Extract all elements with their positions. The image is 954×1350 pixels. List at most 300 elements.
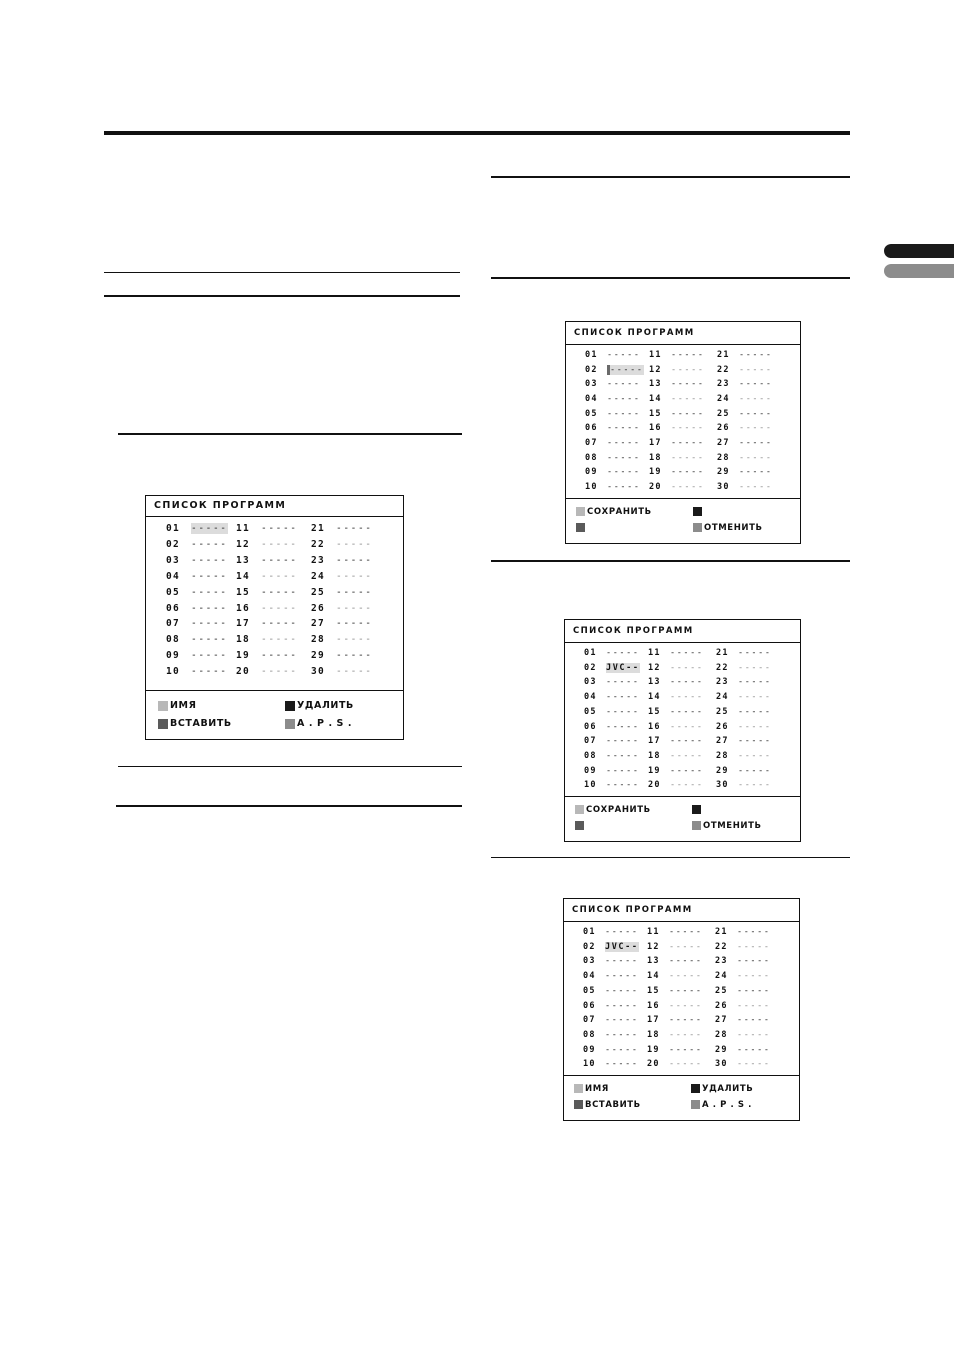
program-name-slot[interactable]: ----- xyxy=(191,602,228,614)
legend-label: СОХРАНИТЬ xyxy=(586,805,651,815)
program-number: 02 xyxy=(584,662,597,673)
program-name-slot[interactable]: ----- xyxy=(607,467,641,478)
program-row xyxy=(146,634,403,648)
program-number: 20 xyxy=(236,666,251,678)
page-header-rule xyxy=(104,131,850,135)
program-number: 28 xyxy=(717,452,730,463)
program-name-slot[interactable]: ----- xyxy=(261,570,298,582)
program-name-slot[interactable]: ----- xyxy=(336,602,373,614)
legend-label: ВСТАВИТЬ xyxy=(170,718,232,729)
program-name-slot[interactable]: ----- xyxy=(607,393,641,404)
program-number: 14 xyxy=(236,570,251,582)
legend-item xyxy=(692,821,762,831)
program-name-slot[interactable]: ----- xyxy=(607,481,641,492)
program-name-slot[interactable]: ----- xyxy=(669,971,703,982)
program-row xyxy=(564,1015,799,1029)
program-number: 15 xyxy=(649,408,662,419)
legend-item xyxy=(691,1084,753,1094)
program-name-slot[interactable]: ----- xyxy=(737,1015,771,1026)
program-number: 03 xyxy=(585,379,598,390)
legend-item xyxy=(693,507,704,517)
program-name-slot[interactable]: ----- xyxy=(191,618,228,630)
program-name-slot[interactable]: ----- xyxy=(605,927,639,937)
program-name-slot[interactable]: ----- xyxy=(671,393,705,404)
program-number: 25 xyxy=(311,586,326,598)
program-row xyxy=(565,707,800,721)
program-name-slot[interactable]: ----- xyxy=(739,393,773,404)
program-name-slot[interactable]: ----- xyxy=(671,350,705,360)
program-name-slot[interactable]: ----- xyxy=(606,706,640,717)
program-row xyxy=(565,722,800,736)
program-number: 17 xyxy=(648,736,661,747)
program-name-slot[interactable]: ----- xyxy=(191,666,228,678)
program-name-slot[interactable]: ----- xyxy=(671,437,705,448)
program-number: 24 xyxy=(715,971,728,982)
program-name-slot[interactable]: ----- xyxy=(738,721,772,732)
program-number: 13 xyxy=(647,956,660,967)
program-number: 20 xyxy=(648,780,661,791)
program-number: 28 xyxy=(715,1029,728,1040)
program-number: 03 xyxy=(166,554,181,566)
program-number: 05 xyxy=(584,706,597,717)
program-name-slot[interactable]: ----- xyxy=(605,1015,639,1026)
program-name-slot[interactable]: ----- xyxy=(739,350,773,360)
color-key-icon xyxy=(576,507,585,516)
program-number: 16 xyxy=(649,423,662,434)
program-row xyxy=(566,394,800,408)
program-row xyxy=(146,603,403,617)
program-number: 04 xyxy=(583,971,596,982)
legend-item xyxy=(575,805,651,815)
program-number: 21 xyxy=(311,523,326,534)
program-list-menu-4 xyxy=(563,898,800,1121)
program-name-slot[interactable]: ----- xyxy=(607,379,641,390)
program-number: 26 xyxy=(715,1000,728,1011)
program-number: 07 xyxy=(584,736,597,747)
program-name-slot[interactable]: ----- xyxy=(737,1029,771,1040)
menu-title-text: СПИСОК ПРОГРАММ xyxy=(154,500,287,512)
program-name-slot[interactable]: ----- xyxy=(605,956,639,967)
program-name-slot[interactable]: ----- xyxy=(607,423,641,434)
program-number: 21 xyxy=(717,350,730,360)
program-name-slot[interactable]: ----- xyxy=(669,1029,703,1040)
program-name-slot[interactable]: ----- xyxy=(606,721,640,732)
program-row xyxy=(146,555,403,569)
program-name-slot[interactable]: ----- xyxy=(738,736,772,747)
program-name-slot[interactable]: ----- xyxy=(739,364,773,375)
program-number: 04 xyxy=(584,692,597,703)
program-number: 12 xyxy=(236,538,251,550)
program-number: 29 xyxy=(717,467,730,478)
program-number: 26 xyxy=(716,721,729,732)
program-number: 01 xyxy=(166,523,181,534)
program-name-slot[interactable]: ----- xyxy=(670,662,704,673)
program-name-slot[interactable]: ----- xyxy=(607,452,641,463)
program-list-menu-3 xyxy=(564,619,801,842)
program-number: 15 xyxy=(647,985,660,996)
program-number: 15 xyxy=(236,586,251,598)
program-name-slot[interactable]: ----- xyxy=(670,780,704,791)
legend-item xyxy=(575,821,586,831)
program-number: 01 xyxy=(584,648,597,658)
program-number: 12 xyxy=(649,364,662,375)
program-name-slot[interactable]: ----- xyxy=(606,692,640,703)
program-name-slot[interactable]: ----- xyxy=(261,634,298,646)
program-number: 19 xyxy=(648,765,661,776)
program-row xyxy=(564,956,799,970)
program-row xyxy=(566,482,800,496)
program-number: 22 xyxy=(717,364,730,375)
program-name-slot[interactable]: ----- xyxy=(737,956,771,967)
menu-title-text: СПИСОК ПРОГРАММ xyxy=(574,327,695,338)
program-number: 16 xyxy=(647,1000,660,1011)
program-name-slot[interactable]: ----- xyxy=(670,750,704,761)
program-name-slot[interactable]: ----- xyxy=(605,1044,639,1055)
program-number: 05 xyxy=(166,586,181,598)
program-name-slot[interactable]: ----- xyxy=(739,481,773,492)
program-name-slot[interactable]: ----- xyxy=(670,721,704,732)
program-name-slot[interactable]: ----- xyxy=(739,408,773,419)
legend-label: ВСТАВИТЬ xyxy=(585,1100,641,1110)
program-name-slot[interactable]: ----- xyxy=(336,634,373,646)
menu-title-text: СПИСОК ПРОГРАММ xyxy=(573,625,694,636)
program-number: 22 xyxy=(311,538,326,550)
program-number: 06 xyxy=(583,1000,596,1011)
program-row xyxy=(146,666,403,680)
program-number: 27 xyxy=(716,736,729,747)
program-name-slot[interactable]: ----- xyxy=(671,423,705,434)
program-row xyxy=(566,453,800,467)
program-row xyxy=(566,409,800,423)
program-name-slot[interactable]: ----- xyxy=(336,666,373,678)
menu-title xyxy=(566,322,800,345)
program-name-slot[interactable]: ----- xyxy=(607,437,641,448)
program-name-slot[interactable]: ----- xyxy=(191,554,228,566)
program-number: 29 xyxy=(715,1044,728,1055)
program-name-slot[interactable]: ----- xyxy=(738,677,772,688)
menu-title xyxy=(564,899,799,922)
program-number: 20 xyxy=(647,1059,660,1070)
program-number: 29 xyxy=(311,650,326,662)
legend-label: УДАЛИТЬ xyxy=(297,700,354,711)
program-row xyxy=(564,1059,799,1073)
program-name-slot[interactable]: ----- xyxy=(669,1059,703,1070)
program-name-slot[interactable]: ----- xyxy=(606,765,640,776)
color-key-icon xyxy=(576,523,585,532)
program-name-slot[interactable]: ----- xyxy=(739,379,773,390)
program-number: 25 xyxy=(717,408,730,419)
color-button-legend xyxy=(565,796,800,841)
program-name-slot[interactable]: ----- xyxy=(737,941,771,952)
program-name-slot[interactable]: ----- xyxy=(191,586,228,598)
legend-label: УДАЛИТЬ xyxy=(702,1084,754,1094)
program-row xyxy=(564,1001,799,1015)
legend-item xyxy=(576,523,587,533)
program-name-slot[interactable]: ----- xyxy=(738,750,772,761)
program-number: 17 xyxy=(647,1015,660,1026)
program-number: 05 xyxy=(583,985,596,996)
program-number: 17 xyxy=(236,618,251,630)
program-name-slot[interactable]: ----- xyxy=(191,523,228,534)
program-name-slot[interactable]: ----- xyxy=(261,586,298,598)
program-name-slot[interactable]: ----- xyxy=(336,523,373,534)
program-number: 12 xyxy=(648,662,661,673)
program-name-slot[interactable]: ----- xyxy=(739,423,773,434)
program-number: 27 xyxy=(311,618,326,630)
step-rule-left-3 xyxy=(116,805,462,807)
program-name-slot[interactable]: ----- xyxy=(606,750,640,761)
program-name-slot[interactable]: ----- xyxy=(739,467,773,478)
program-number: 18 xyxy=(236,634,251,646)
program-name-slot[interactable]: ----- xyxy=(261,650,298,662)
program-number: 28 xyxy=(311,634,326,646)
program-name-slot[interactable]: ----- xyxy=(336,554,373,566)
section-rule-left-1 xyxy=(104,272,460,273)
program-name-slot[interactable]: ----- xyxy=(606,736,640,747)
legend-item xyxy=(692,805,703,815)
program-name-slot[interactable]: JVC-- xyxy=(605,941,639,952)
program-name-slot[interactable]: ----- xyxy=(191,650,228,662)
program-number: 17 xyxy=(649,437,662,448)
program-number: 30 xyxy=(716,780,729,791)
program-number: 19 xyxy=(236,650,251,662)
section-rule-right-2 xyxy=(491,277,850,279)
program-row xyxy=(566,350,800,364)
menu-title xyxy=(565,620,800,643)
program-name-slot[interactable]: ----- xyxy=(669,927,703,937)
step-rule-right-2 xyxy=(491,857,850,858)
program-name-slot[interactable]: ----- xyxy=(737,1044,771,1055)
program-name-slot[interactable]: ----- xyxy=(670,677,704,688)
program-number: 07 xyxy=(166,618,181,630)
program-number: 08 xyxy=(166,634,181,646)
program-number: 11 xyxy=(236,523,251,534)
program-name-slot[interactable]: ----- xyxy=(336,618,373,630)
program-name-slot[interactable]: ----- xyxy=(605,985,639,996)
legend-item xyxy=(158,700,197,711)
program-name-slot[interactable]: ----- xyxy=(669,1000,703,1011)
program-number: 22 xyxy=(715,941,728,952)
program-number: 16 xyxy=(648,721,661,732)
program-name-slot[interactable]: ----- xyxy=(737,971,771,982)
program-name-slot[interactable]: JVC-- xyxy=(606,662,640,673)
program-number: 26 xyxy=(717,423,730,434)
menu-title-text: СПИСОК ПРОГРАММ xyxy=(572,904,693,915)
program-number: 05 xyxy=(585,408,598,419)
program-name-slot[interactable]: ----- xyxy=(670,765,704,776)
program-name-slot[interactable]: ----- xyxy=(669,1044,703,1055)
program-number: 03 xyxy=(583,956,596,967)
program-name-slot[interactable]: ----- xyxy=(671,364,705,375)
program-number: 18 xyxy=(647,1029,660,1040)
program-number: 20 xyxy=(649,481,662,492)
color-key-icon xyxy=(574,1084,583,1093)
program-list-menu-1 xyxy=(145,495,404,740)
program-name-slot[interactable]: ----- xyxy=(670,648,704,658)
program-name-slot[interactable]: ----- xyxy=(738,765,772,776)
program-number: 01 xyxy=(585,350,598,360)
program-name-slot[interactable]: ----- xyxy=(739,452,773,463)
program-name-slot[interactable]: ----- xyxy=(336,538,373,550)
program-name-slot[interactable]: ----- xyxy=(738,692,772,703)
program-name-slot[interactable]: ----- xyxy=(737,985,771,996)
program-number: 11 xyxy=(649,350,662,360)
program-name-slot[interactable]: ----- xyxy=(669,985,703,996)
program-number: 23 xyxy=(715,956,728,967)
color-key-icon xyxy=(285,701,295,711)
program-name-slot[interactable]: ----- xyxy=(261,523,298,534)
program-row xyxy=(564,942,799,956)
program-number: 06 xyxy=(585,423,598,434)
program-row xyxy=(565,692,800,706)
program-number: 23 xyxy=(717,379,730,390)
program-name-slot[interactable]: ----- xyxy=(669,1015,703,1026)
program-name-slot[interactable]: ----- xyxy=(336,586,373,598)
program-name-slot[interactable]: ----- xyxy=(670,736,704,747)
program-name-slot[interactable]: ----- xyxy=(670,706,704,717)
section-rule-right-1 xyxy=(491,176,850,178)
program-name-slot[interactable]: ----- xyxy=(191,634,228,646)
program-row xyxy=(564,1045,799,1059)
program-row xyxy=(146,618,403,632)
program-row xyxy=(564,971,799,985)
color-key-icon xyxy=(692,805,701,814)
color-key-icon xyxy=(158,701,168,711)
color-button-legend xyxy=(146,690,403,739)
legend-item xyxy=(285,718,352,729)
program-name-slot[interactable]: ----- xyxy=(671,408,705,419)
program-number: 24 xyxy=(311,570,326,582)
color-key-icon xyxy=(691,1084,700,1093)
color-key-icon xyxy=(575,805,584,814)
color-key-icon xyxy=(693,523,702,532)
program-row xyxy=(564,927,799,941)
program-number: 27 xyxy=(717,437,730,448)
program-number: 22 xyxy=(716,662,729,673)
program-name-slot[interactable]: ----- xyxy=(261,666,298,678)
program-name-slot[interactable]: ----- xyxy=(605,1059,639,1070)
program-row xyxy=(146,650,403,664)
program-name-slot[interactable]: ----- xyxy=(738,648,772,658)
legend-label: ИМЯ xyxy=(170,700,197,711)
program-name-slot[interactable]: ----- xyxy=(607,350,641,360)
program-name-slot[interactable]: ----- xyxy=(738,780,772,791)
program-name-slot[interactable]: ----- xyxy=(606,677,640,688)
language-tab xyxy=(884,264,954,278)
program-number: 26 xyxy=(311,602,326,614)
program-name-slot[interactable]: ----- xyxy=(261,538,298,550)
program-number: 19 xyxy=(649,467,662,478)
program-number: 08 xyxy=(584,750,597,761)
program-name-slot[interactable]: ----- xyxy=(336,650,373,662)
program-number: 09 xyxy=(583,1044,596,1055)
step-rule-left-2 xyxy=(118,766,462,767)
program-number: 30 xyxy=(717,481,730,492)
program-name-slot[interactable]: ----- xyxy=(191,538,228,550)
program-number: 01 xyxy=(583,927,596,937)
program-name-slot[interactable]: ----- xyxy=(739,437,773,448)
language-tab-active xyxy=(884,244,954,258)
legend-label: ИМЯ xyxy=(585,1084,609,1094)
program-name-slot[interactable]: ----- xyxy=(737,1059,771,1070)
program-number: 09 xyxy=(584,765,597,776)
program-number: 09 xyxy=(585,467,598,478)
program-number: 21 xyxy=(716,648,729,658)
program-name-slot[interactable]: ----- xyxy=(191,570,228,582)
program-number: 24 xyxy=(717,393,730,404)
program-name-slot[interactable]: ----- xyxy=(737,1000,771,1011)
program-name-slot[interactable]: ----- xyxy=(671,481,705,492)
program-number: 04 xyxy=(166,570,181,582)
program-row xyxy=(564,1030,799,1044)
color-key-icon xyxy=(574,1100,583,1109)
program-name-slot[interactable]: ----- xyxy=(671,467,705,478)
program-row xyxy=(566,379,800,393)
program-name-slot[interactable]: ----- xyxy=(669,941,703,952)
program-name-slot[interactable]: ----- xyxy=(605,1029,639,1040)
program-number: 10 xyxy=(585,481,598,492)
legend-item xyxy=(576,507,652,517)
program-row xyxy=(565,751,800,765)
color-key-icon xyxy=(158,719,168,729)
color-key-icon xyxy=(285,719,295,729)
program-name-slot[interactable]: ----- xyxy=(261,602,298,614)
color-key-icon xyxy=(691,1100,700,1109)
program-name-slot[interactable]: ----- xyxy=(607,408,641,419)
program-row xyxy=(565,648,800,662)
program-name-slot[interactable]: ----- xyxy=(738,706,772,717)
program-name-slot[interactable]: ----- xyxy=(607,365,644,375)
program-name-slot[interactable]: ----- xyxy=(737,927,771,937)
program-name-slot[interactable]: ----- xyxy=(671,452,705,463)
program-name-slot[interactable]: ----- xyxy=(606,780,640,791)
program-name-slot[interactable]: ----- xyxy=(738,662,772,673)
color-key-icon xyxy=(693,507,702,516)
program-number: 25 xyxy=(716,706,729,717)
program-name-slot[interactable]: ----- xyxy=(670,692,704,703)
program-number: 25 xyxy=(715,985,728,996)
program-name-slot[interactable]: ----- xyxy=(605,971,639,982)
legend-item xyxy=(158,718,232,729)
program-row xyxy=(565,663,800,677)
legend-label: A . P . S . xyxy=(702,1100,753,1110)
program-row xyxy=(565,736,800,750)
program-row xyxy=(565,677,800,691)
program-row xyxy=(564,986,799,1000)
legend-item xyxy=(691,1100,752,1110)
program-row xyxy=(146,571,403,585)
program-name-slot[interactable]: ----- xyxy=(671,379,705,390)
legend-item xyxy=(285,700,354,711)
program-number: 14 xyxy=(649,393,662,404)
section-rule-left-2 xyxy=(104,295,460,297)
program-number: 19 xyxy=(647,1044,660,1055)
program-number: 18 xyxy=(649,452,662,463)
color-button-legend xyxy=(564,1075,799,1120)
program-number: 07 xyxy=(585,437,598,448)
program-list-menu-2 xyxy=(565,321,801,544)
program-name-slot[interactable]: ----- xyxy=(261,618,298,630)
program-number: 30 xyxy=(311,666,326,678)
step-rule-left-1 xyxy=(118,433,462,435)
program-name-slot[interactable]: ----- xyxy=(669,956,703,967)
program-name-slot[interactable]: ----- xyxy=(261,554,298,566)
program-number: 03 xyxy=(584,677,597,688)
program-name-slot[interactable]: ----- xyxy=(336,570,373,582)
color-key-icon xyxy=(575,821,584,830)
program-name-slot[interactable]: ----- xyxy=(605,1000,639,1011)
program-name-slot[interactable]: ----- xyxy=(606,648,640,658)
